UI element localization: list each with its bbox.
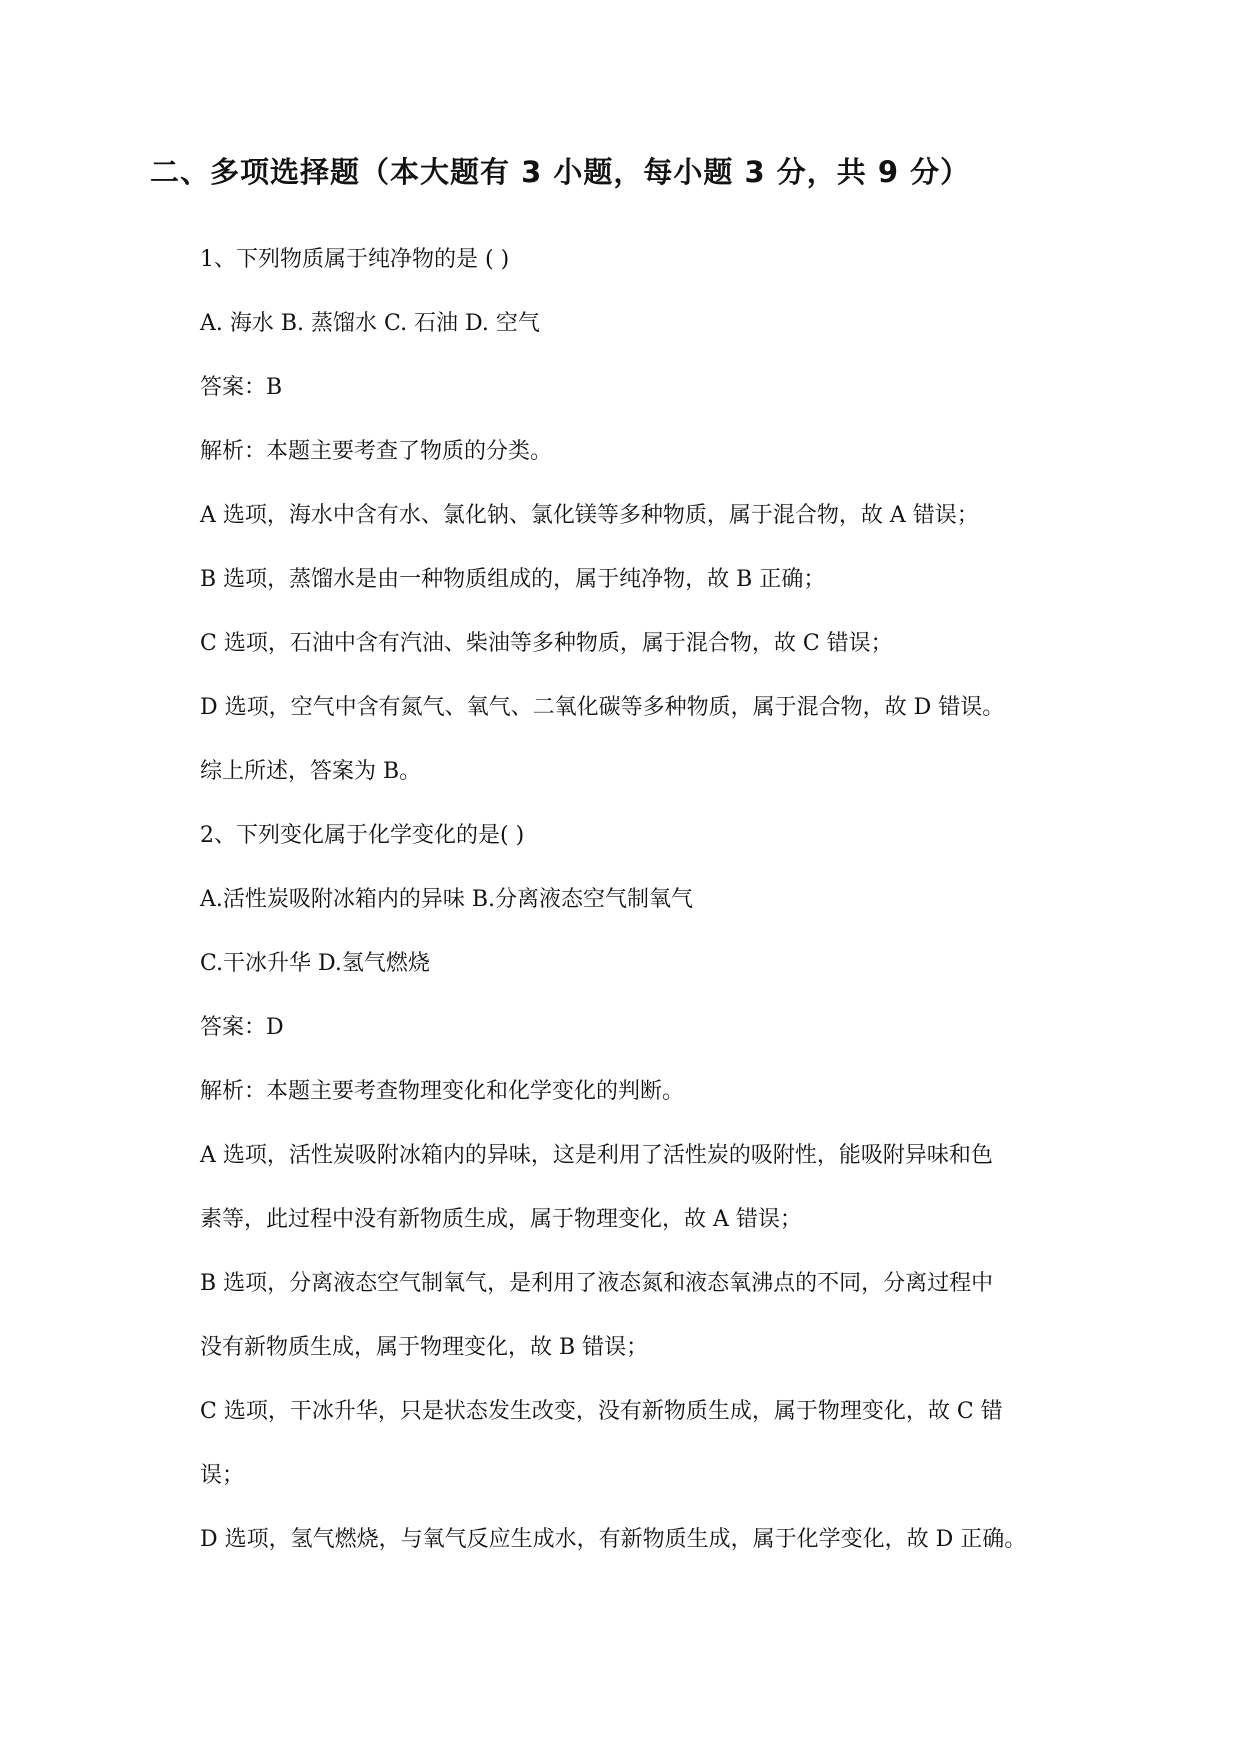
question-1-analysis-line: D 选项，空气中含有氮气、氧气、二氧化碳等多种物质，属于混合物，故 D 错误。 <box>200 695 1005 720</box>
question-2-analysis-line: C 选项，干冰升华，只是状态发生改变，没有新物质生成，属于物理变化，故 C 错 <box>200 1399 1003 1424</box>
question-2-answer: 答案：D <box>200 1015 284 1040</box>
question-2-analysis-line: 解析：本题主要考查物理变化和化学变化的判断。 <box>200 1079 685 1104</box>
question-1-conclusion: 综上所述，答案为 B。 <box>200 759 422 784</box>
question-2-options: C.干冰升华 D.氢气燃烧 <box>200 951 430 976</box>
question-2-stem: 2、下列变化属于化学变化的是( ) <box>200 823 525 848</box>
section-title: 二、多项选择题（本大题有 3 小题，每小题 3 分，共 9 分） <box>150 155 971 189</box>
question-2-analysis-line: 素等，此过程中没有新物质生成，属于物理变化，故 A 错误； <box>200 1207 802 1232</box>
question-1-analysis-line: 解析：本题主要考查了物质的分类。 <box>200 439 553 464</box>
question-2-options: A.活性炭吸附冰箱内的异味 B.分离液态空气制氧气 <box>200 887 694 912</box>
question-1-analysis-line: B 选项，蒸馏水是由一种物质组成的，属于纯净物，故 B 正确； <box>200 567 826 592</box>
question-1-answer: 答案：B <box>200 375 283 400</box>
question-2-analysis-line: 误； <box>200 1463 245 1488</box>
question-1-analysis-line: C 选项，石油中含有汽油、柴油等多种物质，属于混合物，故 C 错误； <box>200 631 893 656</box>
question-2-analysis-line: B 选项，分离液态空气制氧气，是利用了液态氮和液态氧沸点的不同，分离过程中 <box>200 1271 994 1296</box>
question-2-analysis-line: D 选项，氢气燃烧，与氧气反应生成水，有新物质生成，属于化学变化，故 D 正确。 <box>200 1527 1027 1552</box>
question-2-analysis-line: 没有新物质生成，属于物理变化，故 B 错误； <box>200 1335 649 1360</box>
question-1-options: A. 海水 B. 蒸馏水 C. 石油 D. 空气 <box>200 311 540 336</box>
question-1-stem: 1、下列物质属于纯净物的是 ( ) <box>200 247 510 272</box>
question-2-analysis-line: A 选项，活性炭吸附冰箱内的异味，这是利用了活性炭的吸附性，能吸附异味和色 <box>200 1143 993 1168</box>
question-1-analysis-line: A 选项，海水中含有水、氯化钠、氯化镁等多种物质，属于混合物，故 A 错误； <box>200 503 979 528</box>
